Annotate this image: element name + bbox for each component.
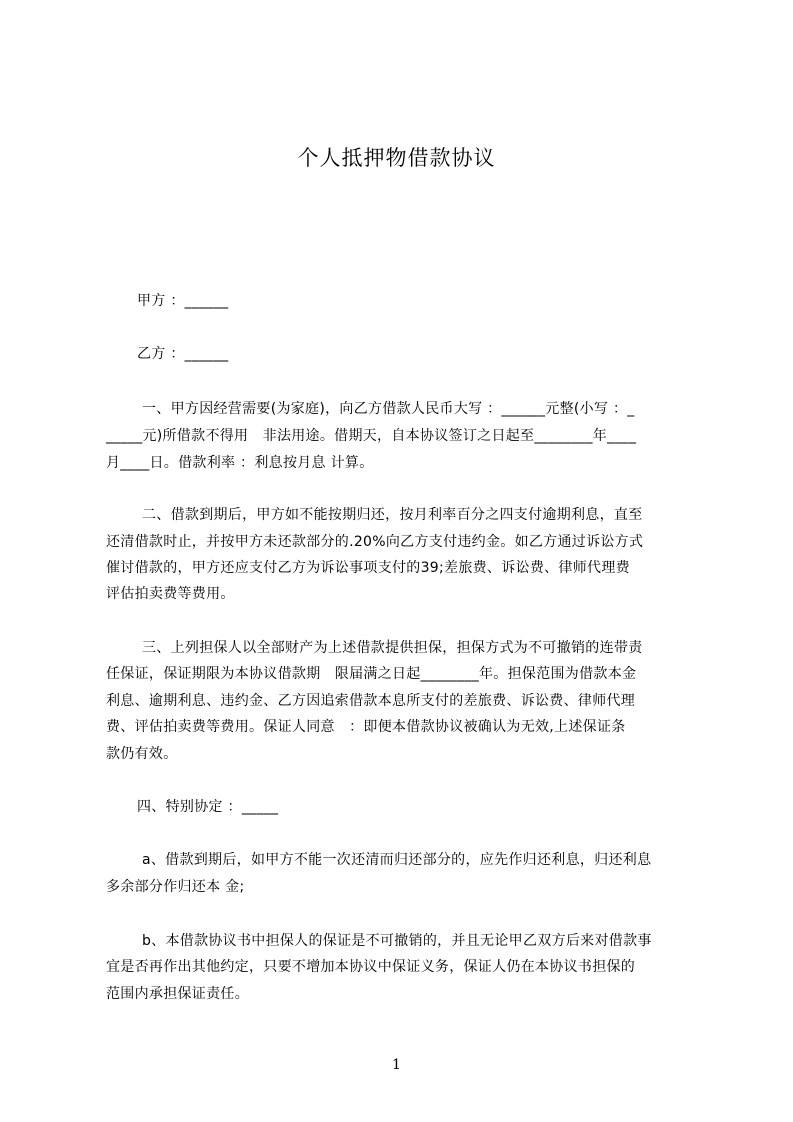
clause-2-line-4: 评估拍卖费等费用。 [106,586,235,602]
party-a-line: 甲方 ：______ [137,293,229,309]
clause-1-line-3: 月____日。借款利率 ：利息按月息 计算。 [106,455,374,471]
clause-4-heading: 四、特别协定 ：_____ [137,799,279,815]
clause-3-line-5: 款仍有效。 [106,746,178,762]
clause-3-line-4: 费、评估拍卖费等费用。保证人同意 ：即便本借款协议被确认为无效,上述保证条 [106,719,626,735]
clause-4a-line-2: 多余部分作归还本 金; [106,879,245,895]
clause-3-line-2: 任保证，保证期限为本协议借款期 限届满之日起________年。担保范围为借款本金 [106,666,637,682]
clause-2-line-3: 催讨借款的，甲方还应支付乙方为诉讼事项支付的39;差旅费、诉讼费、律师代理费 [106,560,630,576]
clause-1-line-1: 一、甲方因经营需要(为家庭)，向乙方借款人民币大写 ：______元整(小写 ：_ [142,401,635,417]
clause-4a-line-1: a、借款到期后，如甲方不能一次还清而归还部分的，应先作归还利息，归还利息 [142,852,652,868]
clause-3-line-3: 利息、逾期利息、违约金、乙方因追索借款本息所支付的差旅费、诉讼费、律师代理 [106,693,636,709]
document-title: 个人抵押物借款协议 [297,146,496,170]
clause-4b-line-3: 范围内承担保证责任。 [106,986,249,1002]
party-b-line: 乙方 ：______ [137,346,229,362]
clause-4b-line-2: 宜是否再作出其他约定，只要不增加本协议中保证义务，保证人仍在本协议书担保的 [106,959,636,975]
page-number: 1 [392,1057,401,1073]
clause-2-line-2: 还清借款时止，并按甲方未还款部分的.20%向乙方支付违约金。如乙方通过诉讼方式 [106,534,644,550]
clause-2-line-1: 二、借款到期后，甲方如不能按期归还，按月利率百分之四支付逾期利息，直至 [142,507,643,523]
clause-4b-line-1: b、本借款协议书中担保人的保证是不可撤销的，并且无论甲乙双方后来对借款事 [142,933,652,949]
clause-3-line-1: 三、上列担保人以全部财产为上述借款提供担保，担保方式为不可撤销的连带责 [142,640,643,656]
clause-1-line-2: _____元)所借款不得用 非法用途。借期天，自本协议签订之日起至________年____ [106,428,637,444]
